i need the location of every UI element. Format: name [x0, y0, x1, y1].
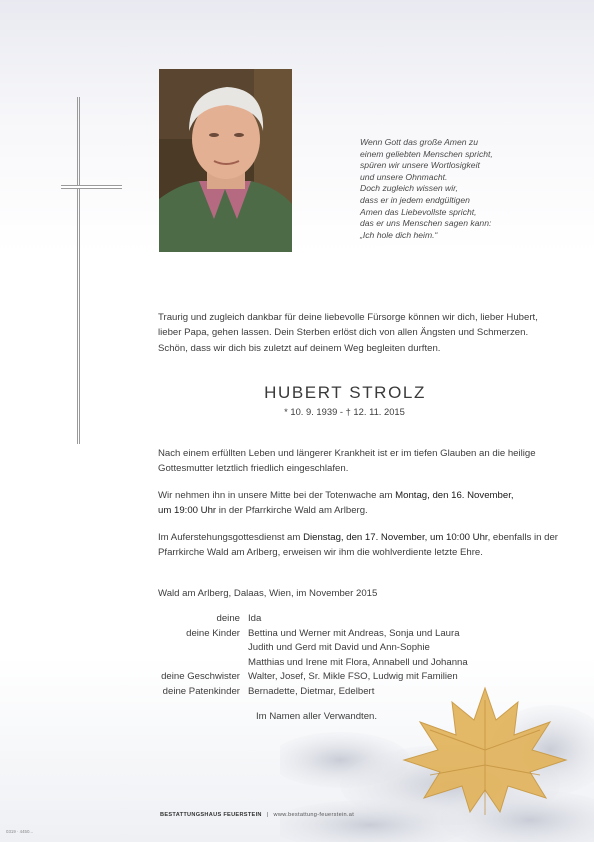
- poem-line: einem geliebten Menschen spricht,: [360, 148, 493, 159]
- wake-time: um 19:00 Uhr: [158, 505, 217, 517]
- portrait-photo: [159, 69, 292, 252]
- footer-separator: |: [266, 812, 269, 818]
- place-date: Wald am Arlberg, Dalaas, Wien, im November 2015: [158, 588, 378, 599]
- wake-text: Wir nehmen ihn in unsere Mitte bei der Totenwache am: [158, 490, 396, 501]
- paragraph-passing: Nach einem erfüllten Leben und längerer Krankheit ist er im tiefen Glauben an die heilige Gottesmutter letztlich friedlich eingeschlafen.: [158, 448, 536, 475]
- cross-horizontal: [61, 185, 122, 189]
- survivor-row: [0, 612, 468, 627]
- intro-text: Traurig und zugleich dankbar für deine liebevolle Fürsorge können wir dich, lieber Hubert, lieber Papa, gehen lassen. Dein Sterben erlöst dich von allen Ängsten und Schmerzen. Schön, dass wir dich bis zuletzt auf deinem Weg begleiten durften.: [158, 312, 538, 354]
- survivors-list: [0, 612, 468, 700]
- funeral-date: Dienstag, den 17. November, um 10:00 Uhr: [303, 532, 488, 543]
- survivor-names: Judith und Gerd mit David und Ann-Sophie: [248, 642, 430, 654]
- survivor-row: [0, 627, 468, 642]
- survivor-names: Bettina und Werner mit Andreas, Sonja und Laura: [248, 627, 460, 639]
- survivor-relation: deine Kinder: [186, 627, 240, 639]
- wake-location: in der Pfarrkirche Wald am Arlberg.: [216, 505, 368, 517]
- poem-line: dass er in jedem endgültigen: [360, 194, 470, 205]
- poem-line: das er uns Menschen sagen kann:: [360, 218, 492, 229]
- footer: [160, 812, 354, 818]
- poem-line: und unsere Ohnmacht.: [360, 171, 448, 182]
- deceased-name: HUBERT STROLZ: [264, 383, 426, 402]
- survivor-relation: [0, 656, 248, 671]
- survivor-relation: [0, 641, 248, 656]
- paragraph-wake: [158, 488, 568, 519]
- survivor-names: Ida: [248, 613, 262, 624]
- survivor-relation: deine Patenkinder: [162, 685, 240, 697]
- poem-line: Amen das Liebevollste spricht,: [360, 206, 477, 217]
- life-dates: * 10. 9. 1939 - † 12. 11. 2015: [284, 406, 405, 417]
- paragraph-funeral: [158, 530, 568, 561]
- poem-line: Wenn Gott das große Amen zu: [360, 137, 478, 147]
- survivor-relation: deine: [216, 613, 240, 624]
- survivor-row: [0, 656, 468, 671]
- print-code: 0319 · 4450...: [6, 829, 34, 834]
- funeral-home-name: BESTATTUNGSHAUS FEUERSTEIN: [160, 812, 262, 818]
- wake-date: Montag, den 16. November,: [395, 490, 514, 501]
- survivor-names: Matthias und Irene mit Flora, Annabell und Johanna: [248, 656, 468, 668]
- poem-line: spüren wir unsere Wortlosigkeit: [360, 160, 480, 171]
- survivor-row: [0, 641, 468, 656]
- poem: [360, 137, 560, 241]
- funeral-text: Im Auferstehungsgottesdienst am: [158, 532, 304, 543]
- poem-line: Doch zugleich wissen wir,: [360, 183, 458, 194]
- survivor-names: Bernadette, Dietmar, Edelbert: [248, 685, 375, 697]
- funeral-details: , ebenfalls in der Pfarrkirche Wald am Arlberg, erweisen wir ihm die wohlverdiente letzte Ehre.: [158, 532, 558, 559]
- maple-leaf-icon: [400, 680, 570, 820]
- survivor-relation: deine Geschwister: [161, 671, 240, 683]
- survivor-names: Walter, Josef, Sr. Mikle FSO, Ludwig mit Familien: [248, 671, 458, 683]
- funeral-home-url[interactable]: www.bestattung-feuerstein.at: [273, 812, 355, 818]
- poem-line: „Ich hole dich heim.“: [360, 229, 438, 240]
- survivor-row: [0, 685, 468, 700]
- survivor-row: [0, 670, 468, 685]
- closing-line: Im Namen aller Verwandten.: [256, 711, 378, 722]
